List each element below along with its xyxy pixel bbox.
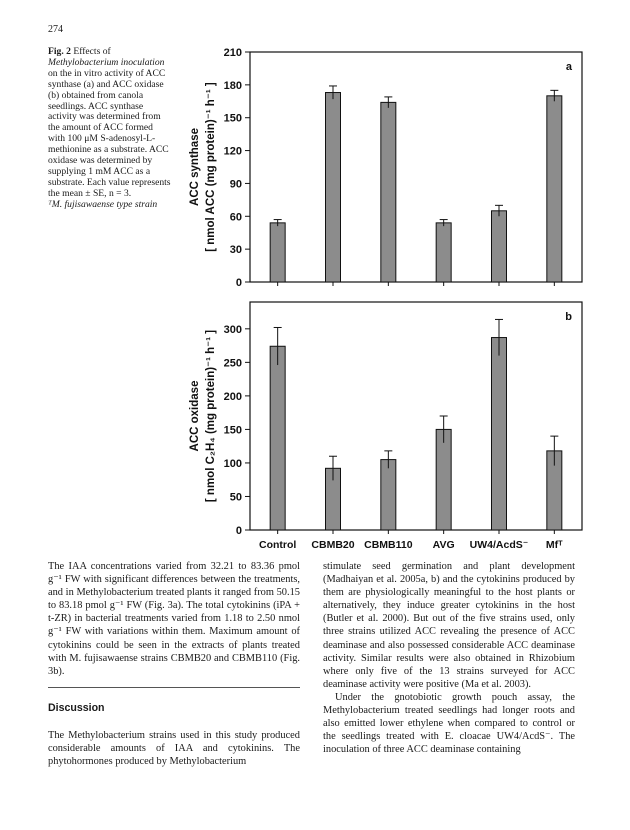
y-tick-label: 90 [229,178,242,191]
x-tick-label: AVG [432,539,455,551]
section-divider [48,687,300,688]
y-tick-label: 210 [223,47,242,59]
page-number: 274 [48,24,63,35]
caption-line: the mean ± SE, n = 3. [48,187,132,199]
y-tick-label: 250 [223,357,242,370]
discussion-paragraph-continued: stimulate seed germination and plant development (Madhaiyan et al. 2005a, b) and the cytokinins produced by them are physiologically meaningful to the host plants or alternatively, they induce greater cytokinins in the host (Butler et al. 2000). But out of the five strains used, only three strains utilized ACC revealing the presence of ACC deaminase and also possessed considerable ACC deaminase activity. Similar results were also obtained in Rhizobium where only five of the 13 strains surveyed for ACC deaminase activity were positive (Ma et al. 2003). [323,561,575,690]
bar-Control [270,223,285,282]
y-tick-label: 300 [223,323,242,336]
x-tick-label: CBMB110 [364,539,413,551]
bar-CBMB20 [326,93,341,282]
bar-UW4/AcdS⁻ [492,211,507,282]
y-tick-label: 200 [223,390,242,403]
caption-line: seedlings. ACC synthase [48,100,144,112]
y-tick-label: 50 [229,491,242,504]
y-axis-label: ACC oxidase [189,380,201,452]
caption-line: activity was determined from [48,111,161,123]
y-tick-label: 150 [223,112,242,125]
bar-AVG [436,223,451,282]
caption-line: Methylobacterium inoculation [48,56,165,68]
left-column [48,560,300,768]
caption-line: on the in vitro activity of ACC [48,67,166,79]
caption-label: Fig. 2 [48,46,71,57]
bar-UW4/AcdS⁻ [492,338,507,530]
x-tick-label: UW4/AcdS⁻ [469,539,529,551]
y-tick-label: 0 [235,277,242,289]
caption-line: the amount of ACC formed [48,122,153,134]
bar-CBMB110 [381,102,396,282]
bar-AVG [436,429,451,530]
right-column [323,560,575,756]
discussion-paragraph: The Methylobacterium strains used in this study produced considerable amounts of IAA and cytokinins. The phytohormones produced by Methylobacterium [48,729,300,768]
discussion-heading: Discussion [48,701,105,714]
y-tick-label: 180 [223,79,242,92]
bar-Mfᵀ [547,96,562,282]
y-tick-label: 100 [223,457,242,470]
y-axis-label: [ nmol C₂H₄ (mg protein)⁻¹ h⁻¹ ] [205,329,217,503]
y-axis-label: ACC synthase [189,128,201,206]
caption-line: (b) obtained from canola [48,89,144,101]
results-paragraph: The IAA concentrations varied from 32.21 to 83.36 pmol g⁻¹ FW with significant differences between the treatments, and in Methylobacterium treated plants it ranged from 50.15 to 83.18 pmol g⁻¹ FW (Fig. 3a). The total cytokinins (iPA + t-ZR) in bacterial treatments varied from 1.18 to 2.50 nmol g⁻¹ FW with variations within them. Maximum amount of cytokinins could be seen in the extracts of plants treated with M. fujisawaense strains CBMB20 and CBMB110 (Fig. 3b). [48,561,300,677]
bar-Control [270,346,285,530]
caption-line: with 100 μM S-adenosyl-L- [48,133,156,145]
caption-line: supplying 1 mM ACC as a [48,165,151,177]
caption-line: ᵀM. fujisawaense type strain [48,198,158,210]
caption-line: methionine as a substrate. ACC [48,144,169,156]
discussion-paragraph-2: Under the gnotobiotic growth pouch assay, the Methylobacterium treated seedlings had longer roots and also emitted lower ethylene when compared to control or the seedlings treated with E. cloacae UW4/AcdS⁻. The inoculation of three ACC deaminase containing [323,691,575,756]
caption-line: substrate. Each value represents [48,176,171,188]
y-tick-label: 120 [223,145,242,158]
x-tick-label: CBMB20 [311,539,355,551]
x-tick-label: Control [259,539,297,551]
bar-CBMB110 [381,460,396,530]
x-tick-label: Mfᵀ [545,539,563,551]
y-tick-label: 0 [235,525,242,537]
panel-b-frame [250,302,582,530]
panel-letter: b [565,311,572,323]
y-axis-label: [ nmol ACC (mg protein)⁻¹ h⁻¹ ] [205,82,217,252]
panel-letter: a [565,61,572,73]
y-tick-label: 60 [229,211,242,224]
caption-line: Effects of [73,46,111,57]
panel-a-frame [250,52,582,282]
y-tick-label: 150 [223,424,242,437]
caption-line: oxidase was determined by [48,155,153,167]
y-tick-label: 30 [229,244,242,257]
caption-line: synthase (a) and ACC oxidase [48,78,164,90]
